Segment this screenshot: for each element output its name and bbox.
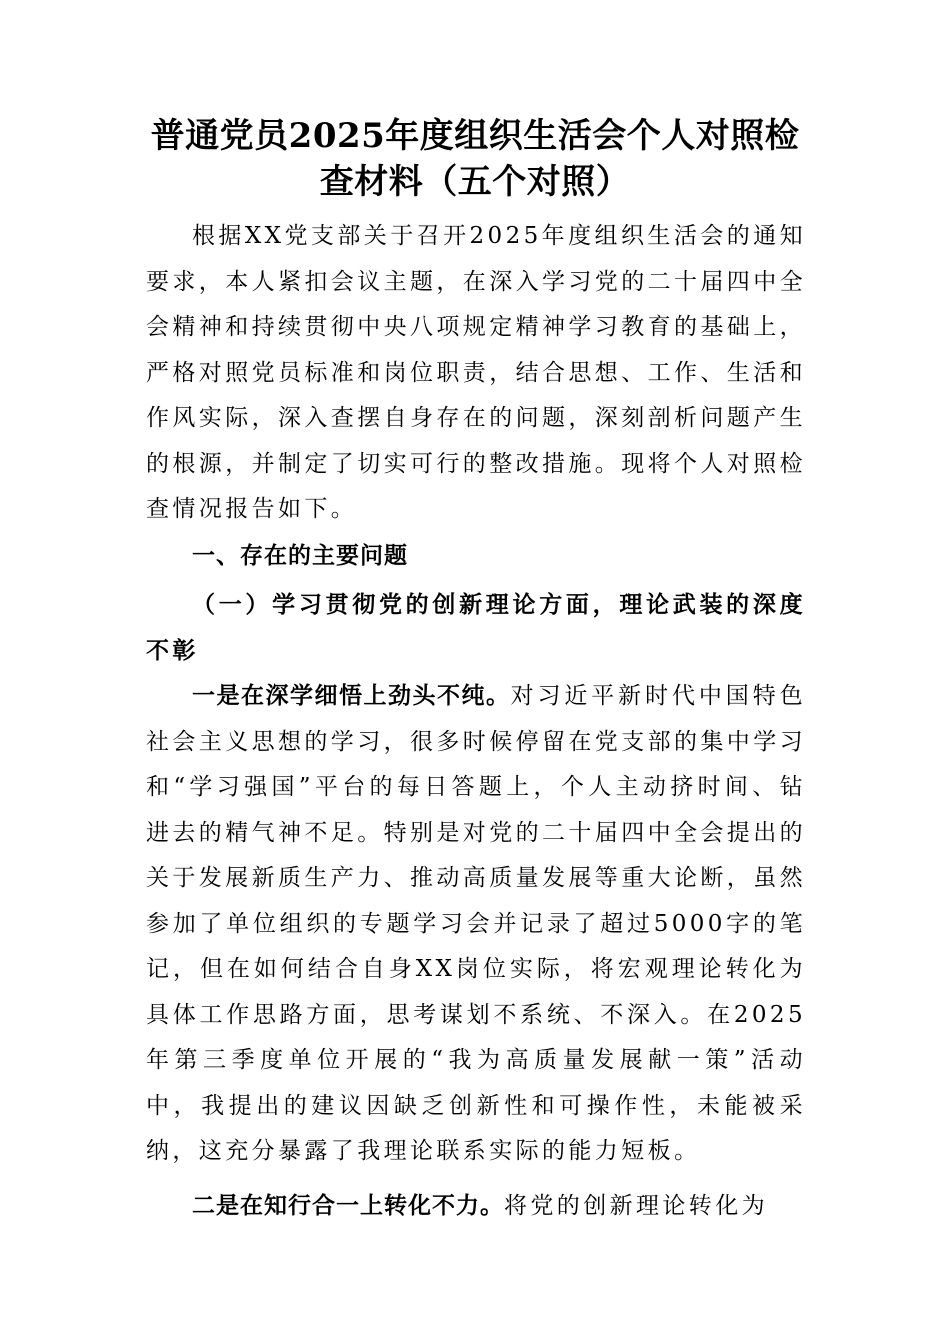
point-two-paragraph [146,1184,806,1230]
section-heading-problems: 一、存在的主要问题 [192,543,408,569]
intro-paragraph: 根据XX党支部关于召开2025年度组织生活会的通知要求，本人紧扣会议主题，在深入学习党的二十届四中全会精神和持续贯彻中央八项规定精神学习教育的基础上，严格对照党员标准和岗位职责，结合思想、工作、生活和作风实际，深入查摆自身存在的问题，深刻剖析问题产生的根源，并制定了切实可行的整改措施。现将个人对照检查情况报告如下。 [146,223,806,522]
point-one-body: 对习近平新时代中国特色社会主义思想的学习，很多时候停留在党支部的集中学习和“学习强国”平台的每日答题上，个人主动挤时间、钻进去的精气神不足。特别是对党的二十届四中全会提出的关于发展新质生产力、推动高质量发展等重大论断，虽然参加了单位组织的专题学习会并记录了超过5000字的笔记，但在如何结合自身XX岗位实际，将宏观理论转化为具体工作思路方面，思考谋划不系统、不深入。在2025年第三季度单位开展的“我为高质量发展献一策”活动中，我提出的建议因缺乏创新性和可操作性，未能被采纳，这充分暴露了我理论联系实际的能力短板。 [146,683,807,1164]
point-one-lead: 一是在深学细悟上劲头不纯。 [192,683,511,709]
document-title-line1: 普通党员2025年度组织生活会个人对照检 [150,116,800,156]
document-title-line2: 查材料（五个对照） [319,162,631,202]
subsection-heading-theory: （一）学习贯彻党的创新理论方面，理论武装的深度不彰 [146,591,806,664]
point-one-paragraph [146,674,806,1175]
point-two-lead: 二是在知行合一上转化不力。 [192,1193,504,1219]
point-two-body: 将党的创新理论转化为 [504,1193,768,1219]
